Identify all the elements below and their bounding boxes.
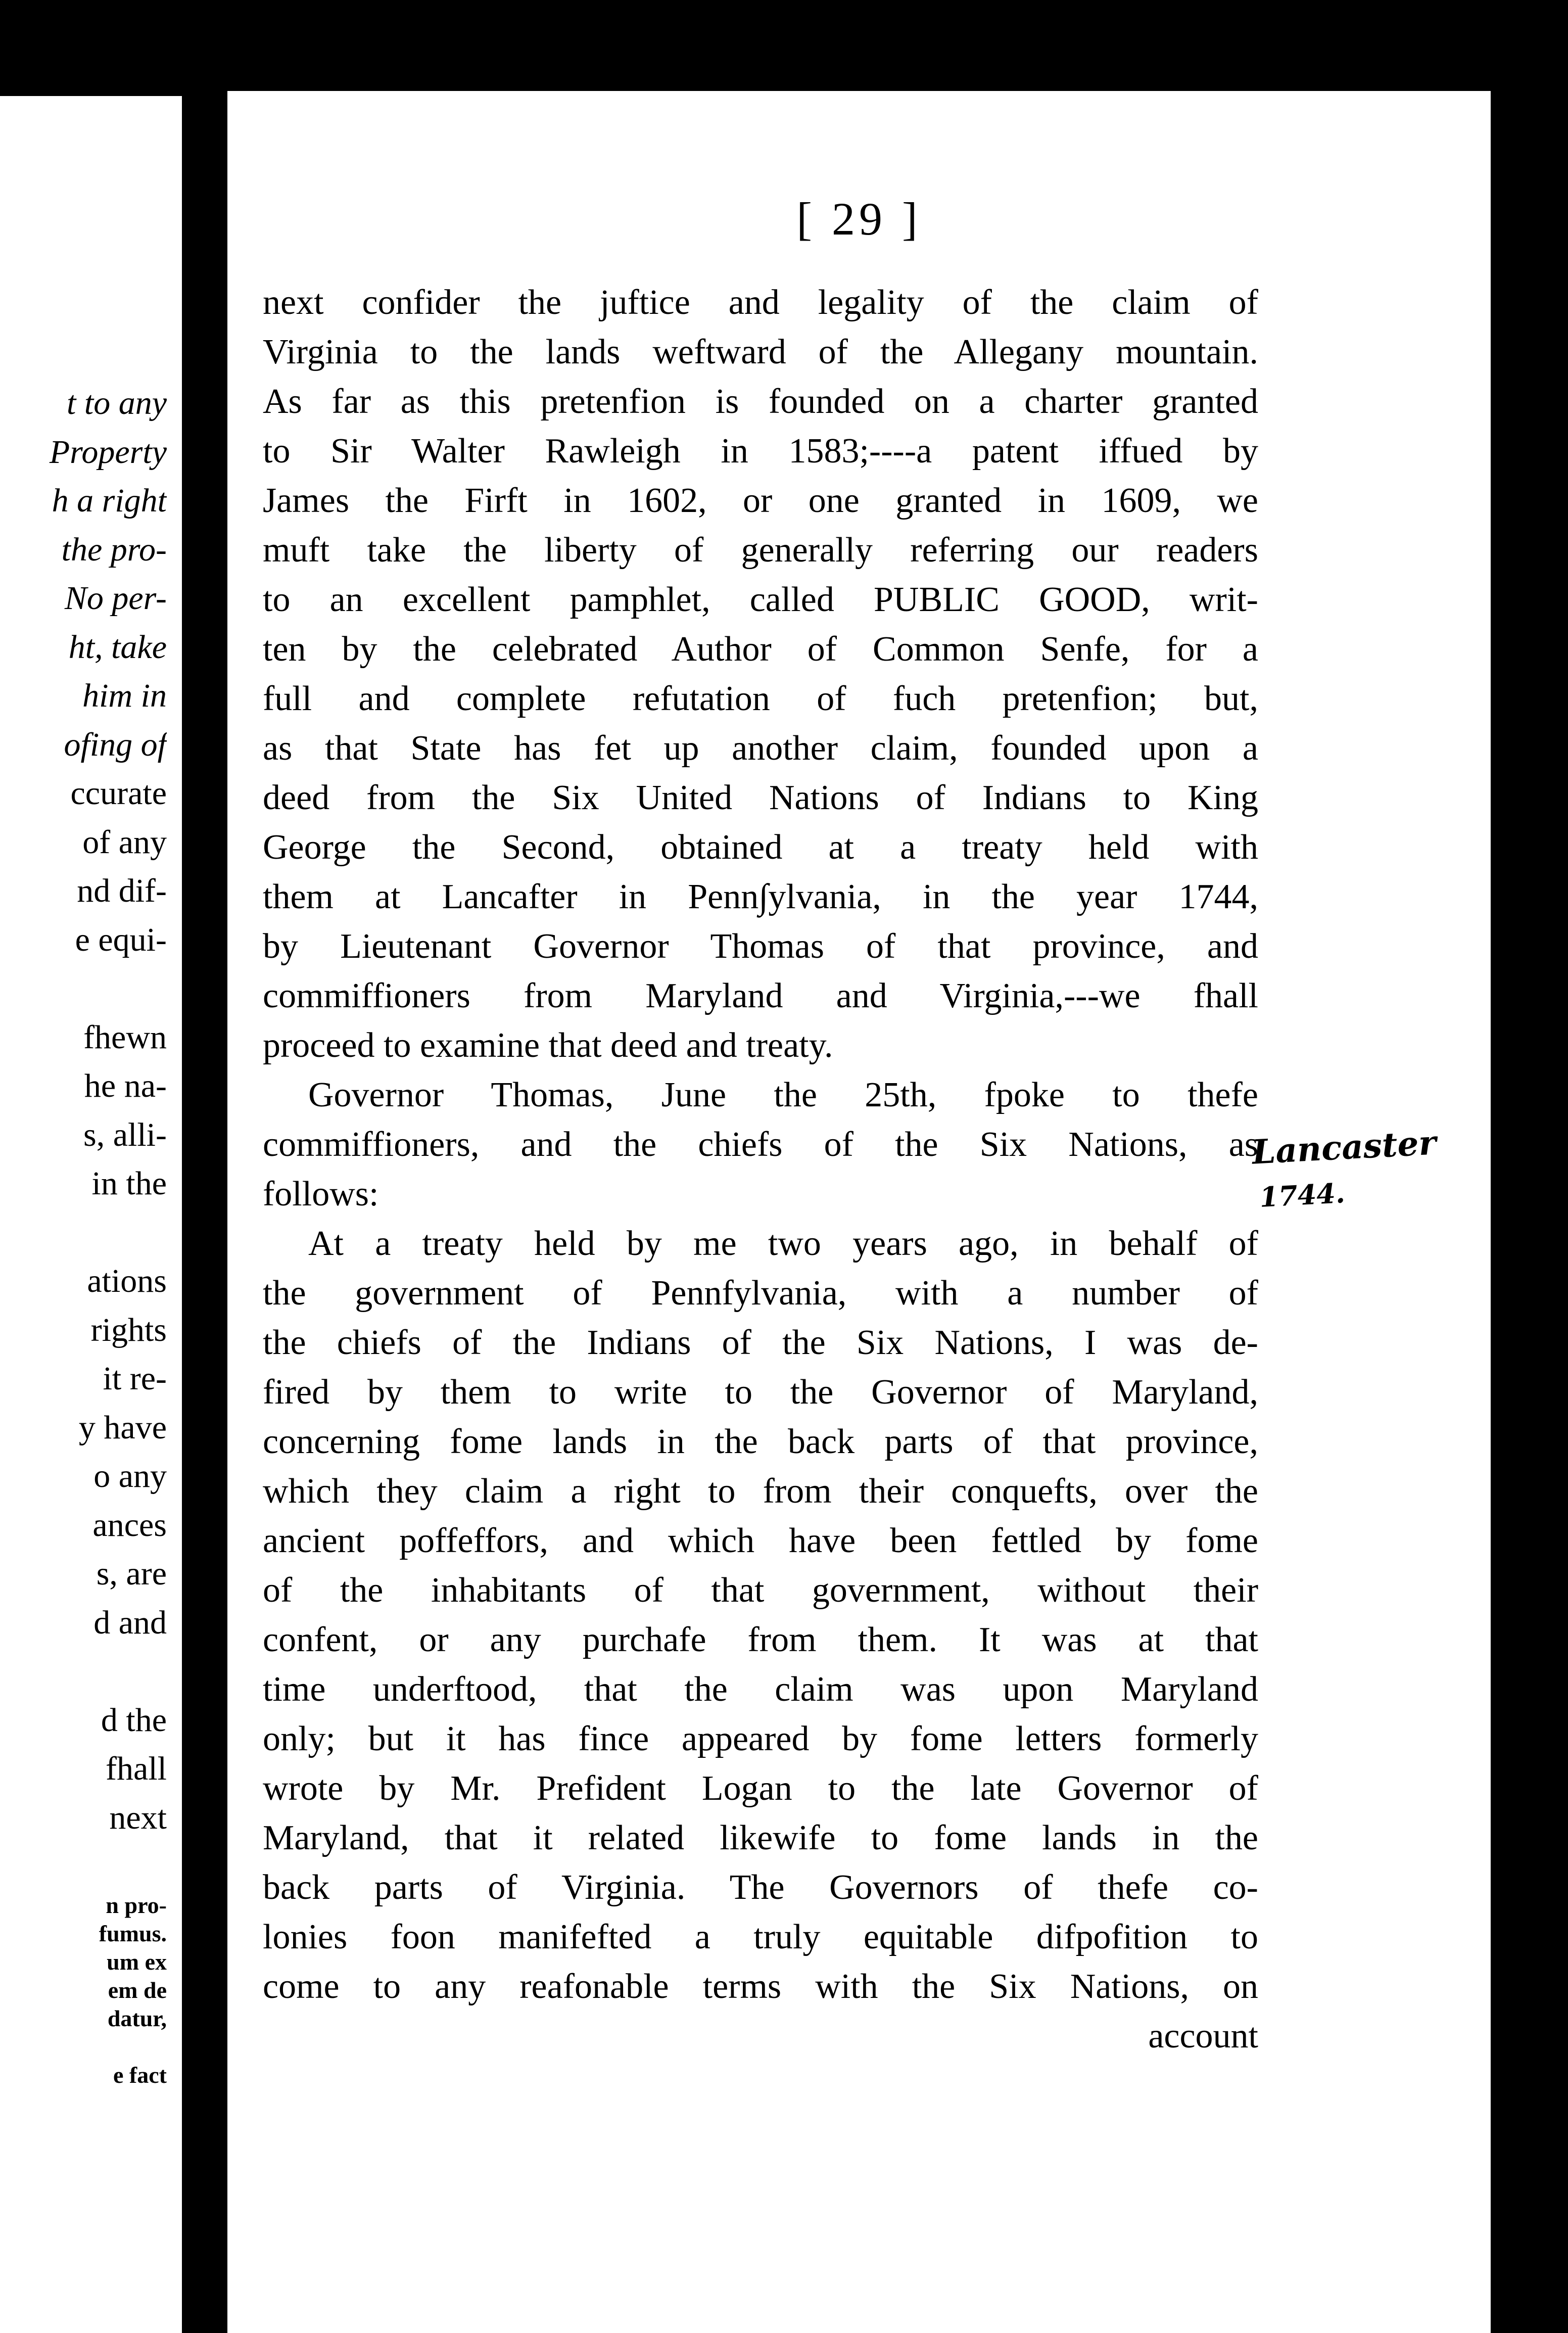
facing-page-line <box>0 1208 167 1257</box>
facing-page-line: it re- <box>103 1360 167 1397</box>
facing-page-line: No per- <box>64 580 167 617</box>
facing-page-footnote-line: datur, <box>107 2005 167 2031</box>
text-line: the government of Pennfylvania, with a number of <box>263 1274 1258 1313</box>
facing-page-line: ances <box>92 1506 167 1544</box>
page-number: [ 29 ] <box>796 193 922 245</box>
text-line: Governor Thomas, June the 25th, fpoke to thefe <box>308 1076 1258 1114</box>
facing-page-footnote-line: um ex <box>107 1948 167 1975</box>
text-line: concerning fome lands in the back parts of that province, <box>263 1422 1258 1461</box>
text-line: proceed to examine that deed and treaty. <box>263 1026 833 1065</box>
facing-page-footnote-line: e fact <box>113 2062 167 2088</box>
facing-page-line: ofing of <box>64 726 167 763</box>
text-line: lonies foon manifefted a truly equitable difpofition to <box>263 1918 1258 1956</box>
facing-page-text <box>0 379 167 2089</box>
text-line: muft take the liberty of generally referring our readers <box>263 531 1258 570</box>
text-line: them at Lancafter in Penn∫ylvania, in the year 1744, <box>263 877 1258 916</box>
text-line: next confider the juftice and legality of the claim of <box>263 283 1258 322</box>
text-line: commiffioners from Maryland and Virginia,---we fhall <box>263 976 1258 1015</box>
text-line: As far as this pretenfion is founded on a charter granted <box>263 382 1258 421</box>
facing-page-line: in the <box>91 1165 167 1202</box>
scan-right-edge <box>1491 91 1568 2333</box>
text-line: by Lieutenant Governor Thomas of that province, and <box>263 927 1258 966</box>
text-line: James the Firft in 1602, or one granted in 1609, we <box>263 481 1258 520</box>
facing-page-line <box>0 1647 167 1696</box>
facing-page-line: nd dif- <box>77 872 167 909</box>
text-line: wrote by Mr. Prefident Logan to the late Governor of <box>263 1769 1258 1808</box>
facing-page-footnote-line: fumus. <box>99 1920 167 1946</box>
facing-page-line: he na- <box>84 1067 167 1104</box>
text-line: as that State has fet up another claim, founded upon a <box>263 729 1258 768</box>
text-line: George the Second, obtained at a treaty held with <box>263 828 1258 867</box>
facing-page-fragment <box>0 96 182 2333</box>
facing-page-line: of any <box>82 823 167 861</box>
facing-page-line <box>0 1842 167 1891</box>
facing-page-line: o any <box>93 1458 167 1495</box>
facing-page-line: h a right <box>52 482 167 519</box>
facing-page-line: d the <box>101 1701 167 1739</box>
text-line: time underftood, that the claim was upon Maryland <box>263 1670 1258 1709</box>
facing-page-line: Property <box>49 433 167 471</box>
text-line: ancient poffeffors, and which have been fettled by fome <box>263 1521 1258 1560</box>
text-line: full and complete refutation of fuch pretenfion; but, <box>263 679 1258 718</box>
text-line: account <box>1148 2017 1258 2056</box>
margin-note-place: Lancaster <box>1251 1123 1437 1172</box>
facing-page-line: s, are <box>96 1555 167 1592</box>
facing-page-line: y have <box>78 1409 167 1446</box>
facing-page-footnote-line: em de <box>108 1977 167 2003</box>
facing-page-line: ccurate <box>70 775 167 812</box>
facing-page-line <box>0 964 167 1013</box>
facing-page-line: ht, take <box>68 628 167 666</box>
margin-note-year: 1744. <box>1258 1177 1346 1214</box>
facing-page-line: fhewn <box>83 1018 167 1056</box>
facing-page-line: fhall <box>106 1750 167 1787</box>
text-line: commiffioners, and the chiefs of the Six Nations, as <box>263 1125 1258 1164</box>
text-line: to an excellent pamphlet, called PUBLIC GOOD, writ- <box>263 580 1258 619</box>
text-line: which they claim a right to from their conquefts, over the <box>263 1472 1258 1511</box>
text-line: back parts of Virginia. The Governors of thefe co- <box>263 1868 1258 1907</box>
facing-page-line: s, alli- <box>83 1116 167 1153</box>
text-line: of the inhabitants of that government, without their <box>263 1571 1258 1610</box>
text-line: Virginia to the lands weftward of the Allegany mountain. <box>263 333 1258 371</box>
facing-page-line: t to any <box>67 385 167 422</box>
text-line: deed from the Six United Nations of Indians to King <box>263 778 1258 817</box>
facing-page-footnote-line <box>0 2033 167 2061</box>
text-line: only; but it has fince appeared by fome letters formerly <box>263 1719 1258 1758</box>
body-text <box>263 278 1258 2061</box>
text-line: the chiefs of the Indians of the Six Nations, I was de- <box>263 1323 1258 1362</box>
text-line: come to any reafonable terms with the Six Nations, on <box>263 1967 1258 2006</box>
text-line: to Sir Walter Rawleigh in 1583;----a patent iffued by <box>263 432 1258 471</box>
text-line: confent, or any purchafe from them. It was at that <box>263 1620 1258 1659</box>
main-page <box>227 91 1491 2333</box>
facing-page-line: ations <box>87 1263 167 1299</box>
text-line: fired by them to write to the Governor of Maryland, <box>263 1373 1258 1412</box>
page-gutter <box>182 96 227 2333</box>
text-line: ten by the celebrated Author of Common Senfe, for a <box>263 630 1258 669</box>
facing-page-line: him in <box>82 677 167 714</box>
facing-page-line: rights <box>90 1311 167 1348</box>
text-line: Maryland, that it related likewife to fome lands in the <box>263 1818 1258 1857</box>
text-line: follows: <box>263 1175 379 1214</box>
facing-page-line: e equi- <box>75 921 167 958</box>
text-line: At a treaty held by me two years ago, in behalf of <box>308 1224 1258 1263</box>
facing-page-line: next <box>109 1799 167 1836</box>
facing-page-footnote-line: n pro- <box>106 1892 167 1918</box>
facing-page-line: the pro- <box>61 531 167 568</box>
margin-note <box>1251 1120 1440 1221</box>
facing-page-line: d and <box>93 1604 167 1641</box>
